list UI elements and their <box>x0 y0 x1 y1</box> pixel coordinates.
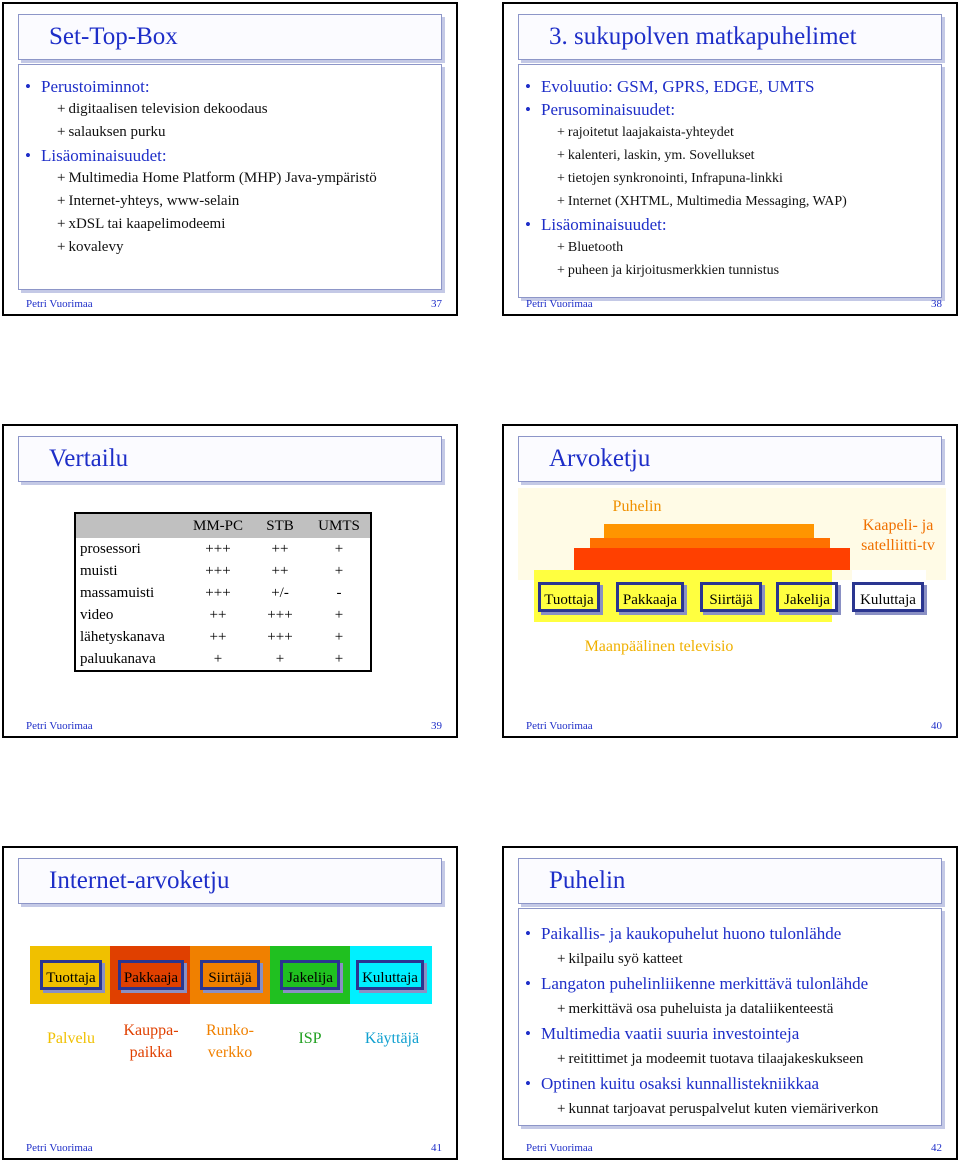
bullet-item: • Paikallis- ja kaukopuhelut huono tulonlähde <box>519 921 941 947</box>
chain-box-tuottaja: Tuottaja <box>538 582 600 612</box>
chain-box-jakelija: Jakelija <box>280 960 340 990</box>
table-row-label: paluukanava <box>80 650 156 667</box>
slide-title: Arvoketju <box>549 445 651 472</box>
bullet-list <box>519 909 941 1121</box>
label-kaapeli: Kaapeli- ja satelliitti-tv <box>861 517 935 554</box>
table-header-row <box>75 513 371 538</box>
footer-author: Petri Vuorimaa <box>26 720 93 732</box>
slide-title-bar <box>18 436 442 482</box>
table-row <box>75 538 371 560</box>
chain-box-pakkaaja: Pakkaaja <box>616 582 684 612</box>
table-cell: ++ <box>209 606 227 623</box>
slide-title: Puhelin <box>549 867 626 894</box>
label-maanpaalinen: Maanpäälinen televisio <box>584 638 734 655</box>
slide-40 <box>502 424 958 738</box>
sub-item: + digitaalisen television dekoodaus <box>57 101 268 117</box>
table-cell: +++ <box>205 540 231 557</box>
slide-38 <box>502 2 958 316</box>
sub-item: + rajoitetut laajakaista-yhteydet <box>557 125 734 140</box>
table-cell: - <box>336 584 342 601</box>
table-header-cell: STB <box>252 513 308 538</box>
slide-number: 40 <box>931 720 942 732</box>
label-puhelin: Puhelin <box>612 498 662 515</box>
role-palvelu: Palvelu <box>47 1030 95 1047</box>
slide-number: 37 <box>431 298 442 310</box>
slide-title-bar <box>18 858 442 904</box>
chain-box-pakkaaja: Pakkaaja <box>118 960 184 990</box>
table-row-label: video <box>80 606 114 623</box>
sub-item: + Multimedia Home Platform (MHP) Java-ympäristö <box>57 170 377 186</box>
sub-item: + kilpailu syö katteet <box>557 951 683 967</box>
slide-body <box>518 908 942 1126</box>
slide-number: 42 <box>931 1142 942 1154</box>
slide-title: Set-Top-Box <box>49 23 178 50</box>
bullet-list <box>519 65 941 282</box>
table-header-cell <box>75 513 184 538</box>
slide-number: 39 <box>431 720 442 732</box>
sub-item: + merkittävä osa puheluista ja dataliikenteestä <box>557 1001 834 1017</box>
slide-title-bar <box>518 14 942 60</box>
chain-box-tuottaja: Tuottaja <box>40 960 102 990</box>
chain-box-jakelija: Jakelija <box>776 582 838 612</box>
sub-item: + tietojen synkronointi, Infrapuna-linkki <box>557 171 783 186</box>
slide-body <box>518 64 942 298</box>
table-row <box>75 582 371 604</box>
table-header-cell: MM-PC <box>184 513 252 538</box>
role-kayttaja: Käyttäjä <box>364 1030 420 1047</box>
role-kauppapaikka: Kauppa-paikka <box>123 1022 179 1061</box>
chain-bar-red <box>574 548 850 570</box>
slide-body <box>18 64 442 290</box>
bullet-item: • Optinen kuitu osaksi kunnallistekniikkaa <box>519 1071 941 1097</box>
chain-box-kuluttaja: Kuluttaja <box>852 582 924 612</box>
table-row <box>75 604 371 626</box>
chain-box-siirtaja: Siirtäjä <box>200 960 260 990</box>
slide-title: Internet-arvoketju <box>49 867 230 894</box>
chain-box-kuluttaja: Kuluttaja <box>356 960 424 990</box>
table-header-cell: UMTS <box>308 513 371 538</box>
sub-item: + xDSL tai kaapelimodeemi <box>57 216 226 232</box>
bullet-list <box>19 65 441 259</box>
bullet-item: • Lisäominaisuudet: <box>519 213 941 236</box>
table-cell: + <box>213 650 223 667</box>
table-row-label: lähetyskanava <box>80 628 165 645</box>
slide-title: Vertailu <box>49 445 129 472</box>
sub-item: + Bluetooth <box>557 240 624 255</box>
table-row-label: massamuisti <box>80 584 155 601</box>
table-cell: +++ <box>267 628 293 645</box>
slide-title-bar <box>18 14 442 60</box>
role-isp: ISP <box>298 1030 322 1047</box>
footer-author: Petri Vuorimaa <box>526 298 593 310</box>
slide-title: 3. sukupolven matkapuhelimet <box>549 23 857 50</box>
slide-number: 38 <box>931 298 942 310</box>
footer-author: Petri Vuorimaa <box>526 720 593 732</box>
table-cell: ++ <box>271 562 289 579</box>
table-row-label: prosessori <box>80 540 141 557</box>
table-cell: +++ <box>267 606 293 623</box>
table-row <box>75 648 371 671</box>
table-cell: + <box>334 540 344 557</box>
slide-37 <box>2 2 458 316</box>
table-cell: + <box>334 562 344 579</box>
footer-author: Petri Vuorimaa <box>26 1142 93 1154</box>
comparison-table <box>74 512 372 672</box>
sub-item: + reitittimet ja modeemit tuotava tilaajakeskukseen <box>557 1051 864 1067</box>
slide-title-bar <box>518 436 942 482</box>
bullet-item: • Lisäominaisuudet: <box>19 144 441 167</box>
sub-item: + kalenteri, laskin, ym. Sovellukset <box>557 148 755 163</box>
footer-author: Petri Vuorimaa <box>526 1142 593 1154</box>
table-cell: +++ <box>205 562 231 579</box>
chain-bar-orange-top <box>604 524 814 538</box>
table-cell: + <box>334 628 344 645</box>
slide-41 <box>2 846 458 1160</box>
table-row <box>75 626 371 648</box>
table-cell: + <box>275 650 285 667</box>
bullet-item: • Perustoiminnot: <box>19 75 441 98</box>
bullet-item: • Langaton puhelinliikenne merkittävä tulonlähde <box>519 971 941 997</box>
table-cell: +++ <box>205 584 231 601</box>
slide-number: 41 <box>431 1142 442 1154</box>
table-row <box>75 560 371 582</box>
slide-title-bar <box>518 858 942 904</box>
table-cell: ++ <box>271 540 289 557</box>
bullet-item: • Multimedia vaatii suuria investointeja <box>519 1021 941 1047</box>
table-cell: + <box>334 650 344 667</box>
sub-item: + kunnat tarjoavat peruspalvelut kuten viemäriverkon <box>557 1101 879 1117</box>
sub-item: + puheen ja kirjoitusmerkkien tunnistus <box>557 263 780 278</box>
table-cell: + <box>334 606 344 623</box>
bullet-item: • Evoluutio: GSM, GPRS, EDGE, UMTS <box>519 75 941 98</box>
chain-box-siirtaja: Siirtäjä <box>700 582 762 612</box>
sub-item: + salauksen purku <box>57 124 166 140</box>
table-row-label: muisti <box>80 562 118 579</box>
footer-author: Petri Vuorimaa <box>26 298 93 310</box>
slide-42 <box>502 846 958 1160</box>
bullet-item: • Perusominaisuudet: <box>519 98 941 121</box>
table-cell: ++ <box>209 628 227 645</box>
table-cell: +/- <box>271 584 289 601</box>
sub-item: + Internet (XHTML, Multimedia Messaging, WAP) <box>557 194 847 209</box>
role-runkoverkko: Runko-verkko <box>206 1022 254 1061</box>
slide-39 <box>2 424 458 738</box>
sub-item: + kovalevy <box>57 239 124 255</box>
sub-item: + Internet-yhteys, www-selain <box>57 193 240 209</box>
